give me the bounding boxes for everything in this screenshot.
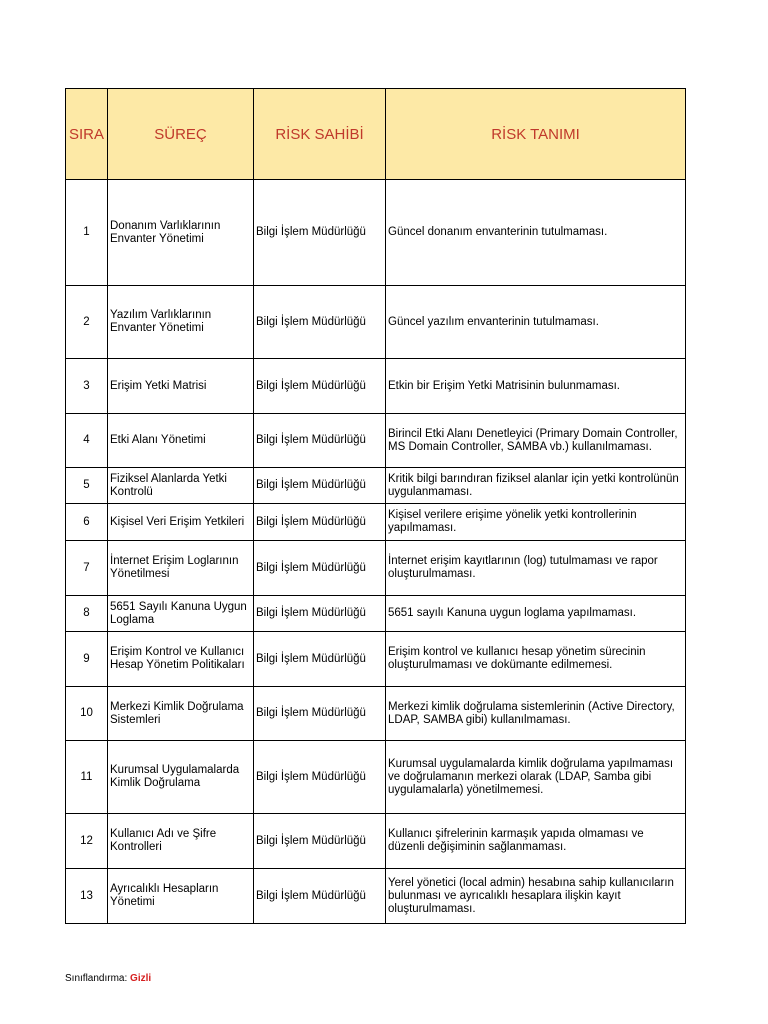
cell-risk-sahibi: Bilgi İşlem Müdürlüğü	[254, 286, 386, 359]
cell-risk-tanimi: Kurumsal uygulamalarda kimlik doğrulama yapılmaması ve doğrulamanın merkezi olarak (LDAP, Samba gibi uygulamalarla) yönetilmemesi.	[386, 741, 686, 814]
cell-surec: Yazılım Varlıklarının Envanter Yönetimi	[108, 286, 254, 359]
cell-risk-tanimi: Erişim kontrol ve kullanıcı hesap yönetim sürecinin oluşturulmaması ve dokümante edilmemesi.	[386, 632, 686, 687]
cell-sira: 6	[66, 504, 108, 541]
table-row	[66, 359, 686, 414]
header-surec: SÜREÇ	[108, 89, 254, 180]
header-sira: SIRA	[66, 89, 108, 180]
cell-sira: 2	[66, 286, 108, 359]
table-row	[66, 180, 686, 286]
table-row	[66, 632, 686, 687]
header-risk-tanimi: RİSK TANIMI	[386, 89, 686, 180]
cell-risk-tanimi: Güncel donanım envanterinin tutulmaması.	[386, 180, 686, 286]
table-row	[66, 687, 686, 741]
cell-risk-sahibi: Bilgi İşlem Müdürlüğü	[254, 468, 386, 504]
cell-risk-tanimi: Güncel yazılım envanterinin tutulmaması.	[386, 286, 686, 359]
cell-risk-sahibi: Bilgi İşlem Müdürlüğü	[254, 414, 386, 468]
cell-risk-sahibi: Bilgi İşlem Müdürlüğü	[254, 541, 386, 596]
cell-risk-sahibi: Bilgi İşlem Müdürlüğü	[254, 504, 386, 541]
cell-risk-sahibi: Bilgi İşlem Müdürlüğü	[254, 814, 386, 869]
table-row	[66, 504, 686, 541]
table-row	[66, 814, 686, 869]
cell-risk-sahibi: Bilgi İşlem Müdürlüğü	[254, 596, 386, 632]
cell-sira: 12	[66, 814, 108, 869]
table-row	[66, 596, 686, 632]
cell-sira: 1	[66, 180, 108, 286]
cell-sira: 11	[66, 741, 108, 814]
table-header-row	[66, 89, 686, 180]
cell-sira: 4	[66, 414, 108, 468]
table-row	[66, 414, 686, 468]
cell-risk-sahibi: Bilgi İşlem Müdürlüğü	[254, 741, 386, 814]
cell-surec: Donanım Varlıklarının Envanter Yönetimi	[108, 180, 254, 286]
cell-sira: 13	[66, 869, 108, 924]
cell-risk-sahibi: Bilgi İşlem Müdürlüğü	[254, 687, 386, 741]
cell-sira: 3	[66, 359, 108, 414]
cell-surec: 5651 Sayılı Kanuna Uygun Loglama	[108, 596, 254, 632]
cell-risk-sahibi: Bilgi İşlem Müdürlüğü	[254, 869, 386, 924]
cell-risk-tanimi: Kritik bilgi barındıran fiziksel alanlar için yetki kontrolünün uygulanmaması.	[386, 468, 686, 504]
cell-sira: 7	[66, 541, 108, 596]
cell-risk-tanimi: Kişisel verilere erişime yönelik yetki kontrollerinin yapılmaması.	[386, 504, 686, 541]
table-row	[66, 468, 686, 504]
table-row	[66, 286, 686, 359]
cell-surec: Ayrıcalıklı Hesapların Yönetimi	[108, 869, 254, 924]
cell-surec: Kullanıcı Adı ve Şifre Kontrolleri	[108, 814, 254, 869]
header-risk-sahibi: RİSK SAHİBİ	[254, 89, 386, 180]
table-row	[66, 741, 686, 814]
cell-risk-tanimi: Yerel yönetici (local admin) hesabına sahip kullanıcıların bulunması ve ayrıcalıklı hesaplara ilişkin kayıt oluşturulmaması.	[386, 869, 686, 924]
cell-risk-tanimi: Birincil Etki Alanı Denetleyici (Primary Domain Controller, MS Domain Controller, SAMBA vb.) kullanılmaması.	[386, 414, 686, 468]
cell-sira: 9	[66, 632, 108, 687]
cell-risk-tanimi: Etkin bir Erişim Yetki Matrisinin bulunmaması.	[386, 359, 686, 414]
cell-risk-tanimi: 5651 sayılı Kanuna uygun loglama yapılmaması.	[386, 596, 686, 632]
cell-sira: 10	[66, 687, 108, 741]
cell-risk-tanimi: Kullanıcı şifrelerinin karmaşık yapıda olmaması ve düzenli değişiminin sağlanmaması.	[386, 814, 686, 869]
cell-surec: Erişim Kontrol ve Kullanıcı Hesap Yönetim Politikaları	[108, 632, 254, 687]
cell-risk-sahibi: Bilgi İşlem Müdürlüğü	[254, 359, 386, 414]
classification-footer	[65, 973, 151, 984]
cell-surec: Erişim Yetki Matrisi	[108, 359, 254, 414]
table-row	[66, 869, 686, 924]
classification-value: Gizli	[130, 973, 152, 984]
cell-surec: Etki Alanı Yönetimi	[108, 414, 254, 468]
cell-risk-tanimi: İnternet erişim kayıtlarının (log) tutulmaması ve rapor oluşturulmaması.	[386, 541, 686, 596]
cell-sira: 5	[66, 468, 108, 504]
cell-surec: İnternet Erişim Loglarının Yönetilmesi	[108, 541, 254, 596]
cell-risk-tanimi: Merkezi kimlik doğrulama sistemlerinin (Active Directory, LDAP, SAMBA gibi) kullanılmaması.	[386, 687, 686, 741]
table-row	[66, 541, 686, 596]
cell-risk-sahibi: Bilgi İşlem Müdürlüğü	[254, 180, 386, 286]
cell-surec: Kişisel Veri Erişim Yetkileri	[108, 504, 254, 541]
cell-surec: Merkezi Kimlik Doğrulama Sistemleri	[108, 687, 254, 741]
cell-surec: Fiziksel Alanlarda Yetki Kontrolü	[108, 468, 254, 504]
cell-surec: Kurumsal Uygulamalarda Kimlik Doğrulama	[108, 741, 254, 814]
cell-sira: 8	[66, 596, 108, 632]
risk-table	[65, 88, 686, 924]
cell-risk-sahibi: Bilgi İşlem Müdürlüğü	[254, 632, 386, 687]
classification-label: Sınıflandırma:	[65, 973, 128, 984]
